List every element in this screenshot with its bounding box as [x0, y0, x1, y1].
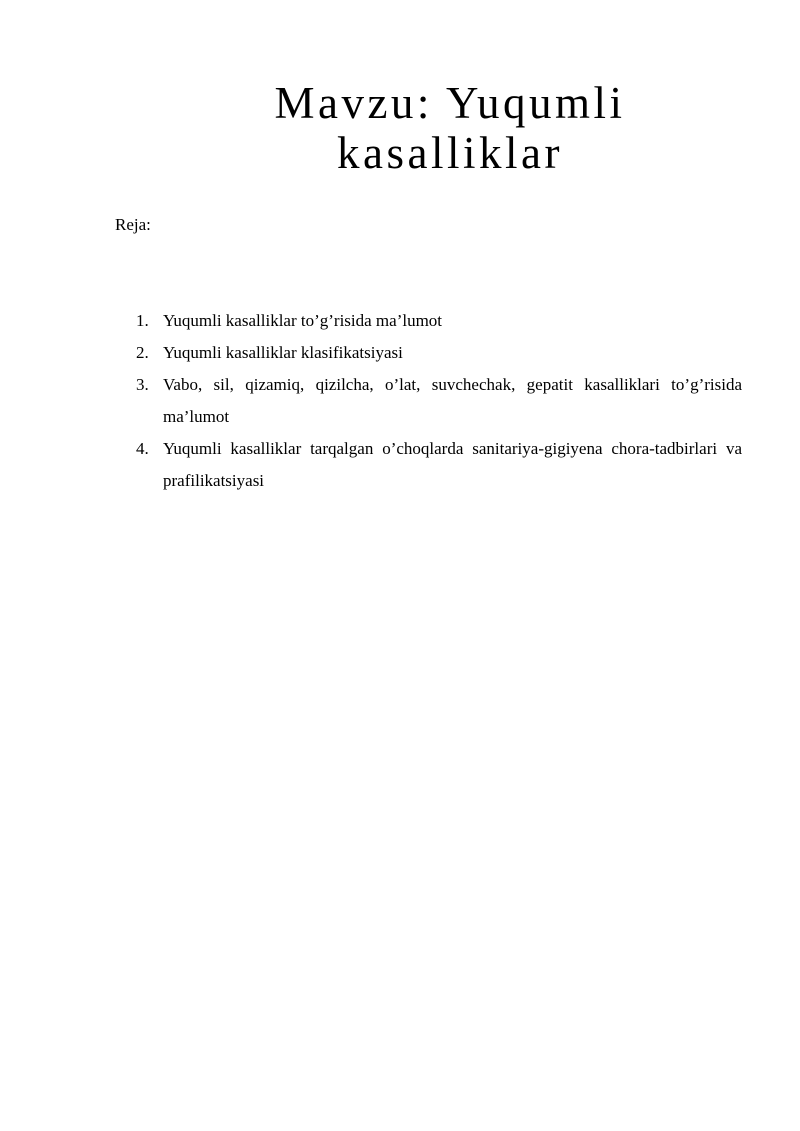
plan-label: Reja: — [115, 215, 151, 234]
plan-item-number: 3. — [136, 375, 149, 394]
plan-item-number: 2. — [136, 343, 149, 362]
title-line-2: kasalliklar — [337, 128, 563, 178]
plan-item-text: Yuqumli kasalliklar to’g’risida ma’lumot — [163, 311, 443, 330]
plan-item-4 — [136, 433, 742, 497]
plan-item-text: Yuqumli kasalliklar klasifikatsiyasi — [163, 343, 403, 362]
plan-list — [136, 305, 742, 497]
plan-item-number: 4. — [136, 439, 149, 458]
plan-item-number: 1. — [136, 311, 149, 330]
plan-item-3 — [136, 369, 742, 433]
plan-item-text: Vabo, sil, qizamiq, qizilcha, o’lat, suvchechak, gepatit kasalliklari to’g’risida ma’lumot — [163, 375, 742, 426]
plan-item-2 — [136, 337, 742, 369]
plan-item-text: Yuqumli kasalliklar tarqalgan o’choqlarda sanitariya-gigiyena chora-tadbirlari va prafilikatsiyasi — [163, 439, 742, 490]
title-line-1: Mavzu: Yuqumli — [274, 78, 626, 128]
plan-item-1 — [136, 305, 742, 337]
document-title — [200, 78, 700, 178]
